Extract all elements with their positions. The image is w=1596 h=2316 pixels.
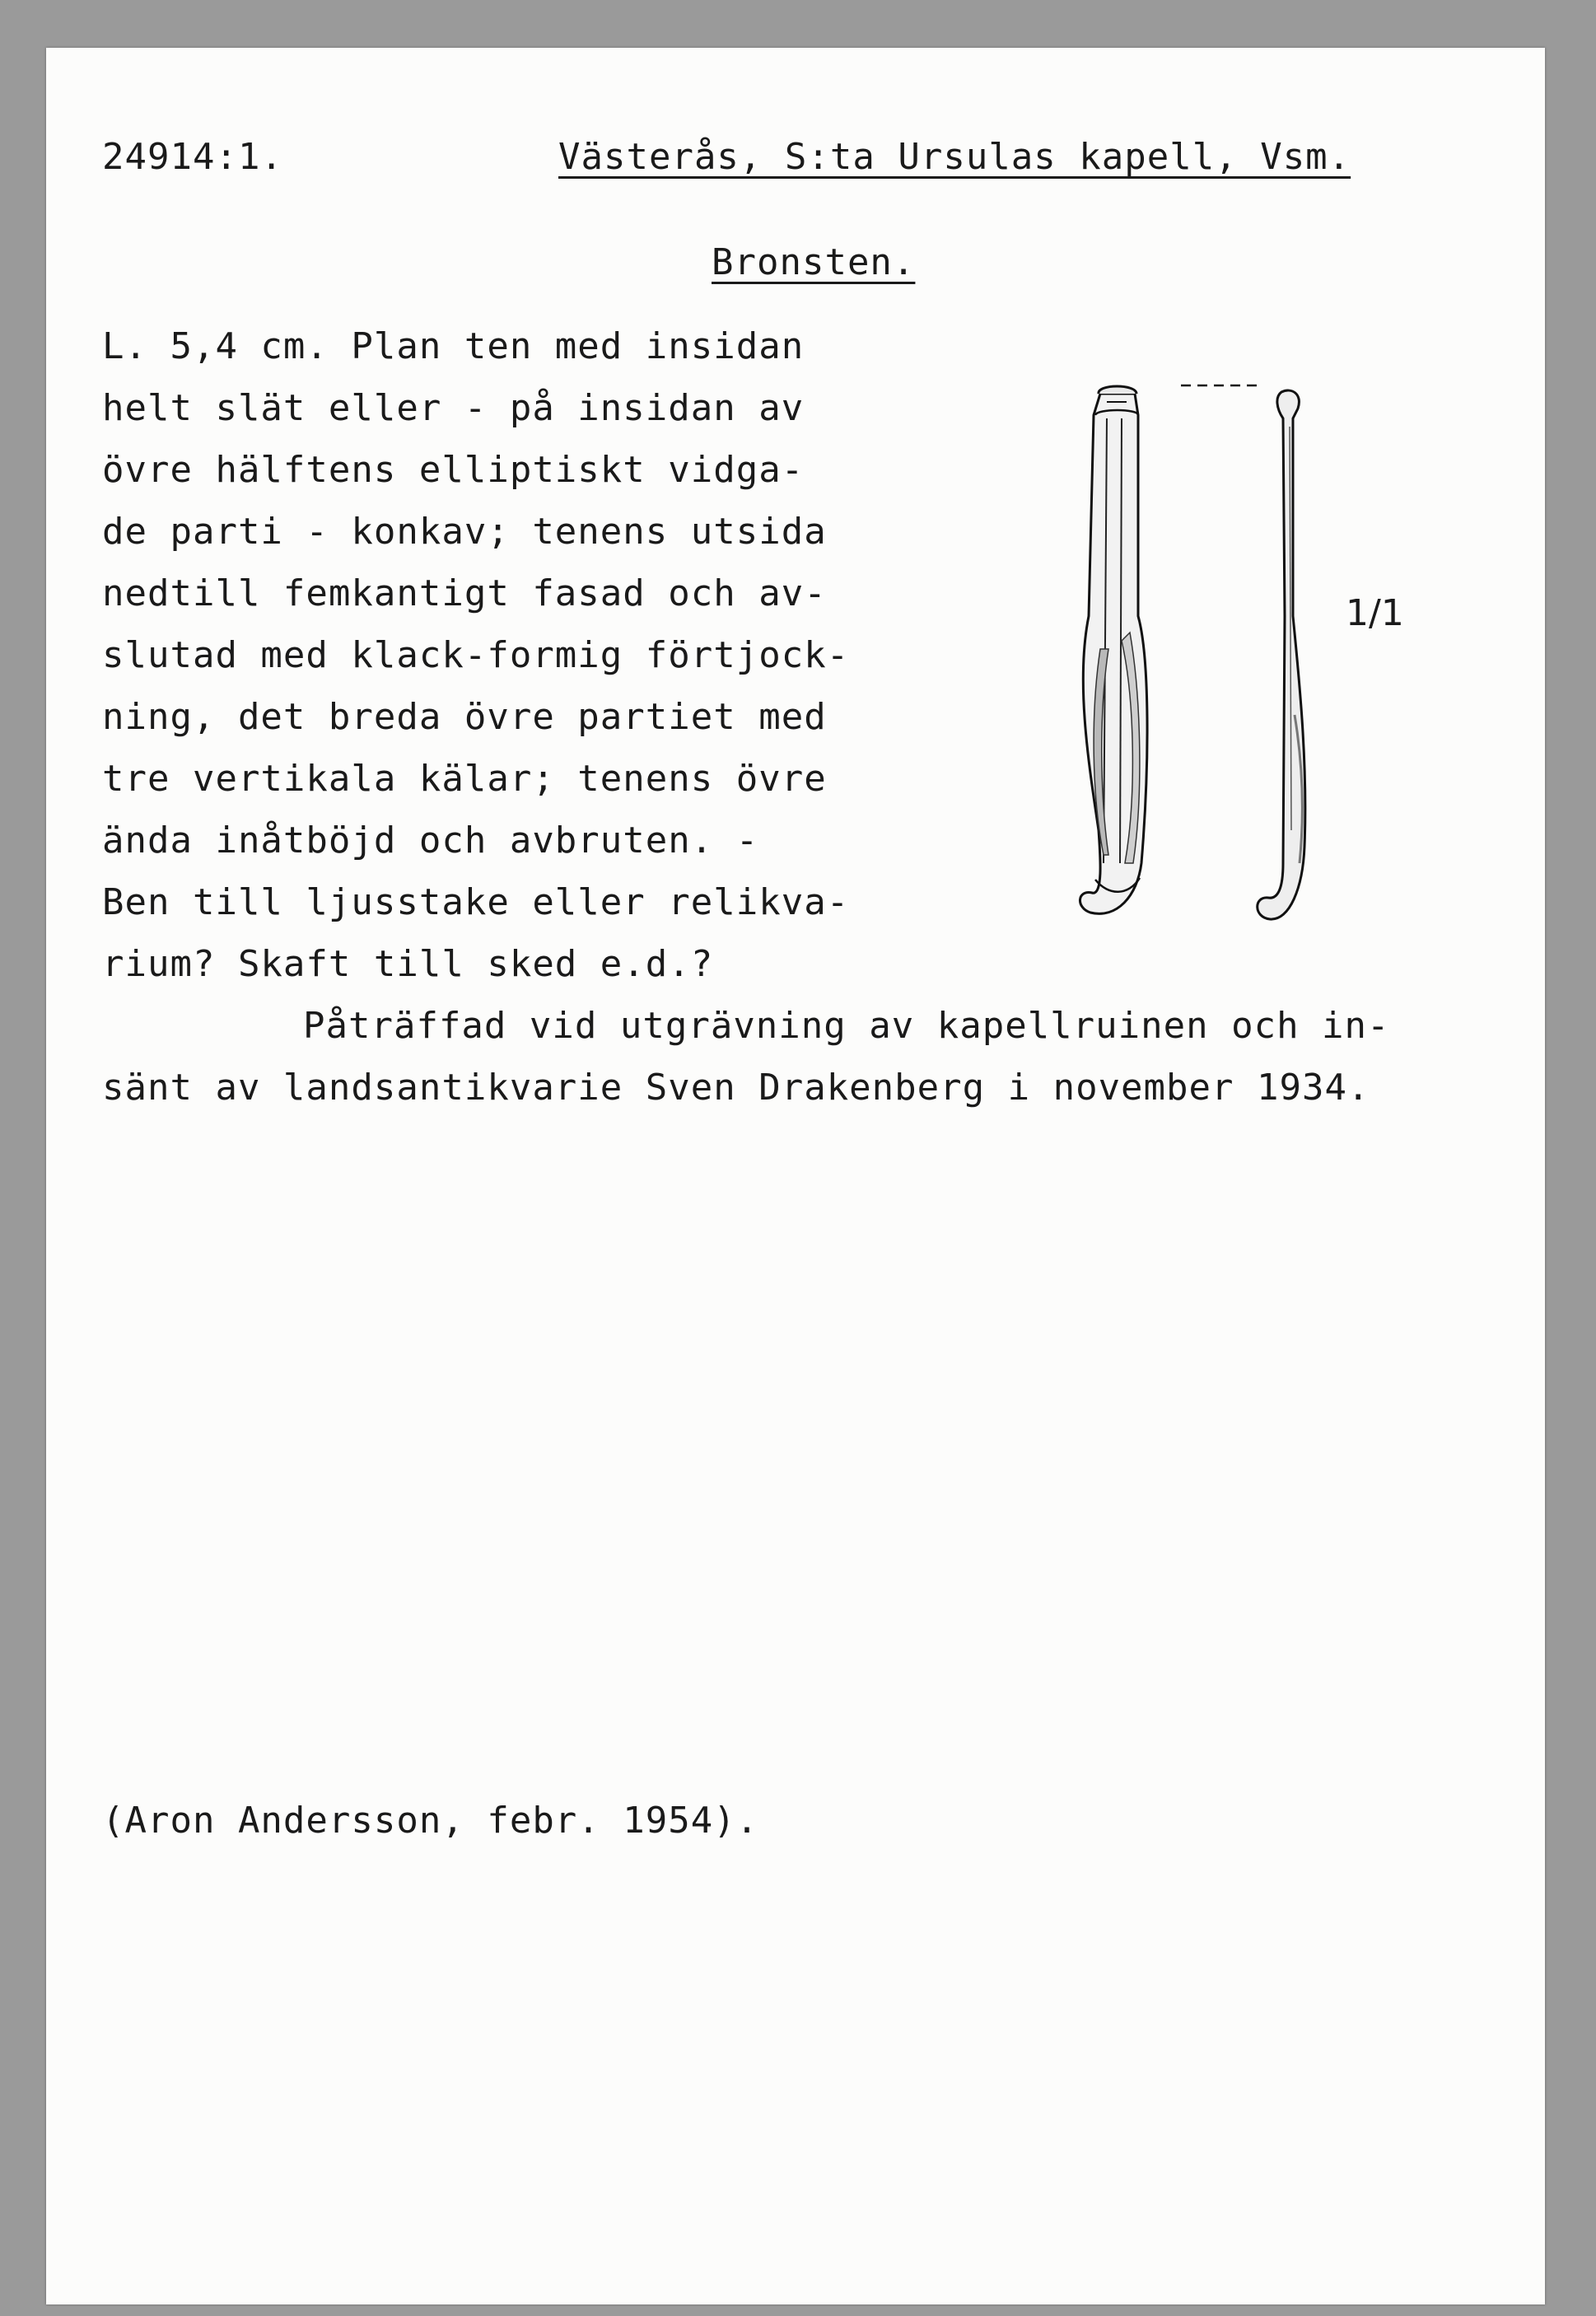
scale-label: 1/1	[1346, 592, 1404, 634]
description-line: nedtill femkantigt fasad och av-	[102, 572, 827, 614]
catalog-card	[46, 48, 1545, 2304]
bronze-rod-drawing-icon	[1067, 369, 1339, 946]
find-note-line: sänt av landsantikvarie Sven Drakenberg i november 1934.	[102, 1067, 1370, 1109]
find-location: Västerås, S:ta Ursulas kapell, Vsm.	[558, 136, 1351, 178]
description-line: tre vertikala kälar; tenens övre	[102, 758, 827, 800]
find-note-line: Påträffad vid utgrävning av kapellruinen och in-	[303, 1005, 1390, 1047]
description-line: ända inåtböjd och avbruten. -	[102, 819, 759, 861]
description-line: övre hälftens elliptiskt vidga-	[102, 449, 805, 491]
description-line: ning, det breda övre partiet med	[102, 696, 827, 738]
description-line: slutad med klack-formig förtjock-	[102, 634, 850, 676]
description-line: rium? Skaft till sked e.d.?	[102, 943, 714, 985]
description-line: L. 5,4 cm. Plan ten med insidan	[102, 325, 805, 367]
description-line: Ben till ljusstake eller relikva-	[102, 881, 850, 923]
signature: (Aron Andersson, febr. 1954).	[102, 1800, 759, 1842]
description-line: helt slät eller - på insidan av	[102, 387, 805, 429]
description-line: de parti - konkav; tenens utsida	[102, 511, 827, 553]
catalog-number: 24914:1.	[102, 136, 283, 178]
material-heading: Bronsten.	[712, 241, 916, 283]
